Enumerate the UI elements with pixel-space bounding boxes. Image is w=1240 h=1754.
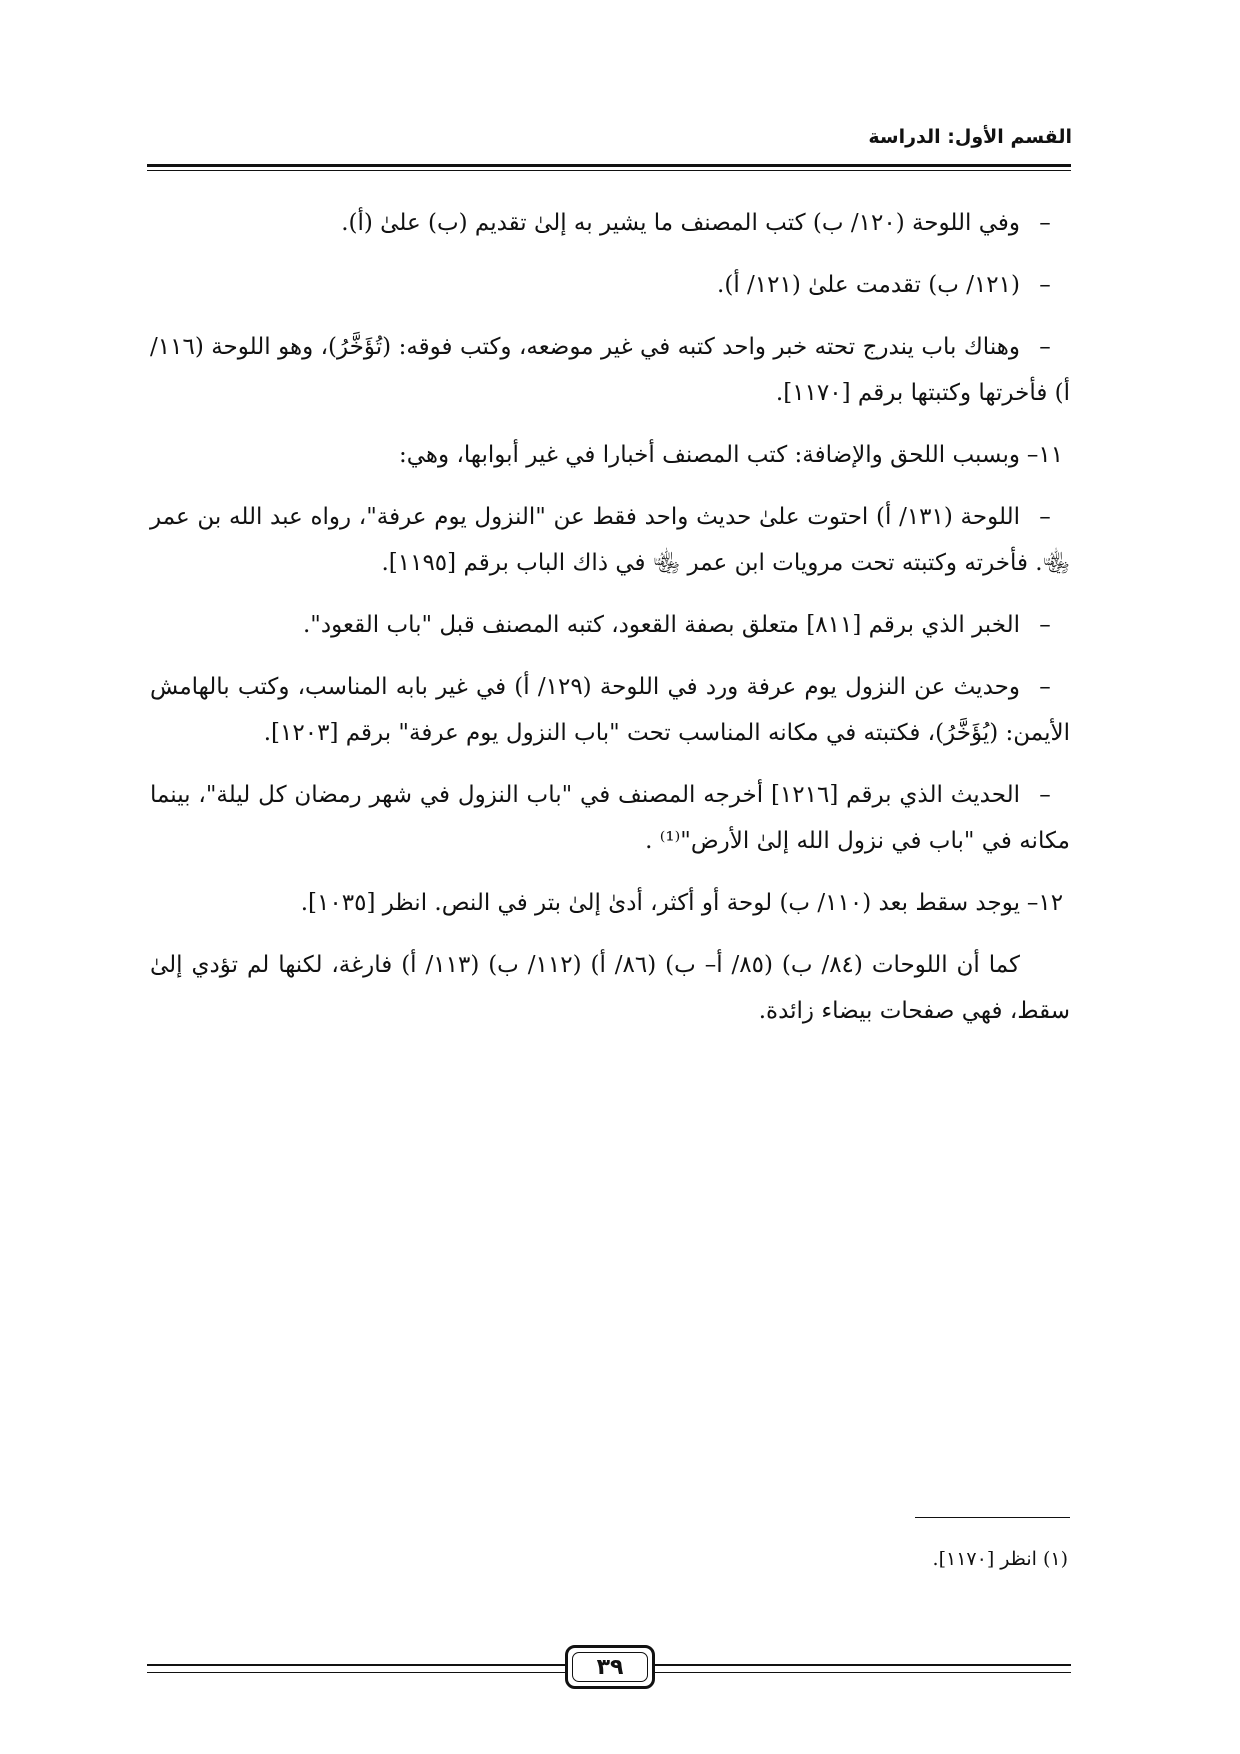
footnote-separator	[915, 1517, 1070, 1518]
list-dash: –	[1039, 272, 1051, 298]
list-dash: –	[1039, 612, 1051, 638]
list-dash: –	[1039, 674, 1051, 700]
list-dash: –	[1039, 210, 1051, 236]
list-dash: –	[1039, 504, 1051, 530]
list-number: ١١–	[1026, 442, 1064, 468]
main-text	[150, 200, 1070, 1050]
list-dash: –	[1039, 782, 1051, 808]
footnote: (١) انظر [١١٧٠].	[932, 1548, 1068, 1570]
paragraph-text: يوجد سقط بعد (١١٠/ ب) لوحة أو أكثر، أدىٰ إلىٰ بتر في النص. انظر [١٠٣٥].	[300, 890, 1020, 916]
list-dash: –	[1039, 334, 1051, 360]
paragraph-text: كما أن اللوحات (٨٤/ ب) (٨٥/ أ– ب) (٨٦/ أ) (١١٢/ ب) (١١٣/ أ) فارغة، لكنها لم تؤدي إلىٰ سقط، فهي صفحات بيضاء زائدة.	[150, 952, 1070, 1024]
paragraph-text: وحديث عن النزول يوم عرفة ورد في اللوحة (١٢٩/ أ) في غير بابه المناسب، وكتب بالهامش الأيمن: (يُؤَخَّرُ)، فكتبته في مكانه المناسب تحت "باب النزول يوم عرفة" برقم [١٢٠٣].	[150, 674, 1070, 746]
paragraph	[150, 432, 1070, 478]
paragraph	[150, 664, 1070, 756]
header-rule-thin	[147, 170, 1071, 171]
paragraph-text: وهناك باب يندرج تحته خبر واحد كتبه في غير موضعه، وكتب فوقه: (تُؤَخَّرُ)، وهو اللوحة (١١٦/ أ) فأخرتها وكتبتها برقم [١١٧٠].	[150, 334, 1070, 406]
header-rule-thick	[147, 164, 1071, 167]
page-number-frame	[565, 1645, 655, 1689]
paragraph	[150, 262, 1070, 308]
running-header-title: القسم الأول: الدراسة	[868, 126, 1072, 148]
paragraph-text: الحديث الذي برقم [١٢١٦] أخرجه المصنف في "باب النزول في شهر رمضان كل ليلة"، بينما مكانه في "باب في نزول الله إلىٰ الأرض"⁽¹⁾ .	[150, 782, 1070, 854]
paragraph-text: وبسبب اللحق والإضافة: كتب المصنف أخبارا في غير أبوابها، وهي:	[398, 442, 1020, 468]
page-number: ٣٩	[596, 1654, 624, 1680]
paragraph	[150, 880, 1070, 926]
list-number: ١٢–	[1026, 890, 1064, 916]
paragraph	[150, 494, 1070, 586]
paragraph	[150, 602, 1070, 648]
paragraph	[150, 200, 1070, 246]
paragraph-text: الخبر الذي برقم [٨١١] متعلق بصفة القعود، كتبه المصنف قبل "باب القعود".	[302, 612, 1020, 638]
paragraph-text: وفي اللوحة (١٢٠/ ب) كتب المصنف ما يشير به إلىٰ تقديم (ب) علىٰ (أ).	[341, 210, 1020, 236]
paragraph-text: (١٢١/ ب) تقدمت علىٰ (١٢١/ أ).	[717, 272, 1020, 298]
paragraph	[150, 324, 1070, 416]
paragraph	[150, 772, 1070, 864]
paragraph-text: اللوحة (١٣١/ أ) احتوت علىٰ حديث واحد فقط عن "النزول يوم عرفة"، رواه عبد الله بن عمر ﵄. فأخرته وكتبته تحت مرويات ابن عمر ﵄ في ذاك الباب برقم [١١٩٥].	[150, 504, 1070, 576]
paragraph	[150, 942, 1070, 1034]
